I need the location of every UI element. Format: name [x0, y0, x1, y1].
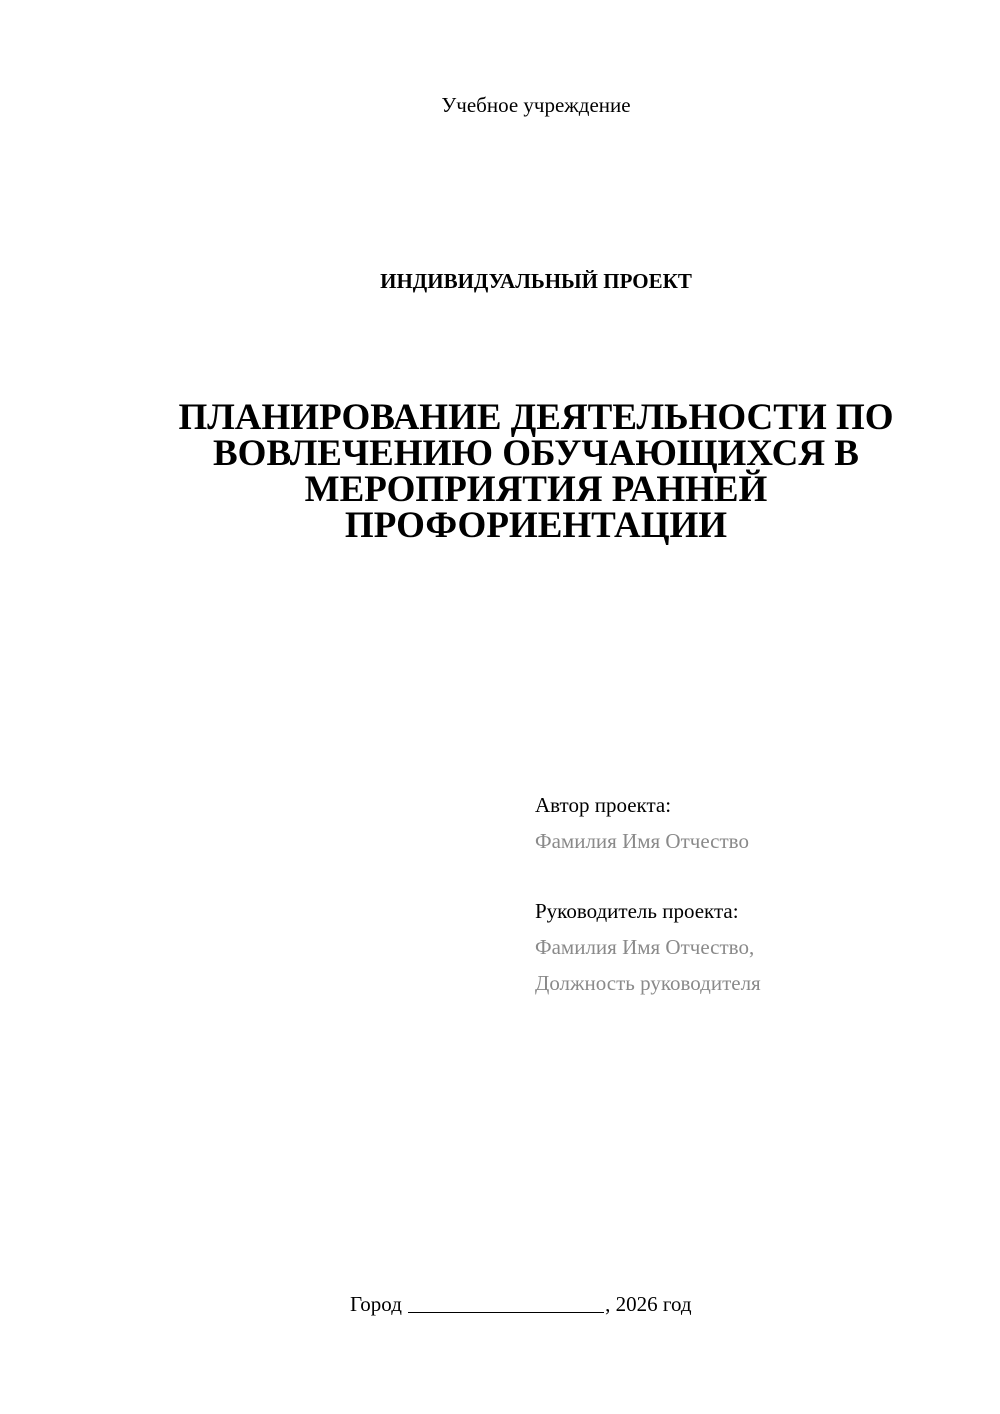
author-name-placeholder: Фамилия Имя Отчество [535, 829, 749, 853]
project-title [120, 397, 952, 546]
institution-name: Учебное учреждение [441, 93, 631, 117]
document-type: ИНДИВИДУАЛЬНЫЙ ПРОЕКТ [380, 269, 692, 293]
supervisor-name-placeholder: Фамилия Имя Отчество, [535, 935, 755, 959]
project-title-line: ПЛАНИРОВАНИЕ ДЕЯТЕЛЬНОСТИ ПО [178, 397, 894, 438]
city-label: Город [350, 1292, 402, 1316]
supervisor-label: Руководитель проекта: [535, 899, 739, 923]
city-blank-line [408, 1292, 604, 1313]
project-title-line: ВОВЛЕЧЕНИЮ ОБУЧАЮЩИХСЯ В [212, 433, 859, 474]
project-title-line: ПРОФОРИЕНТАЦИИ [344, 505, 728, 546]
supervisor-block [535, 893, 975, 1001]
project-title-line: МЕРОПРИЯТИЯ РАННЕЙ [304, 469, 768, 510]
author-block [535, 787, 975, 859]
author-label: Автор проекта: [535, 793, 672, 817]
supervisor-position-placeholder: Должность руководителя [535, 971, 761, 995]
year-text: , 2026 год [605, 1292, 692, 1316]
city-year-line [350, 1290, 692, 1318]
